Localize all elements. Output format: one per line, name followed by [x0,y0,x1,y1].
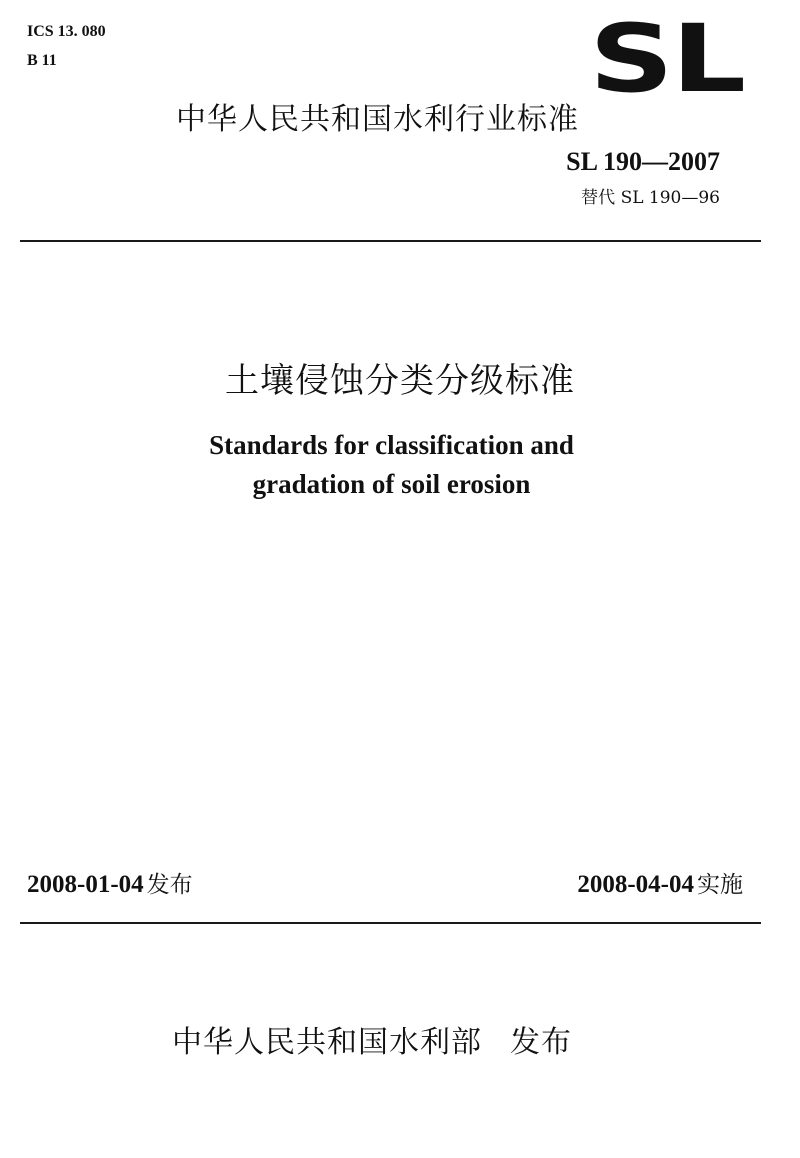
implement-label: 实施 [697,872,743,898]
ccs-code: B 11 [27,52,57,69]
industry-standard-heading: 中华人民共和国水利行业标准 [176,102,579,137]
title-chinese: 土壤侵蚀分类分级标准 [225,361,575,401]
bottom-divider [20,922,761,924]
issue-date-block [27,868,193,901]
issue-label: 发布 [146,872,193,898]
implement-date-block [577,868,743,901]
sl-logo: SL [589,5,744,114]
title-english-line1: Standards for classification and [209,430,574,460]
ics-code: ICS 13. 080 [27,23,106,40]
standard-number: SL 190—2007 [566,147,720,176]
issue-date: 2008-01-04 [27,871,144,898]
publisher-block [172,1022,572,1064]
publish-label: 发布 [510,1025,572,1060]
top-divider [20,240,761,242]
title-english-line2: gradation of soil erosion [252,469,531,499]
publisher-name: 中华人民共和国水利部 [172,1025,482,1060]
replaces-standard: 替代 SL 190—96 [581,188,720,208]
implement-date: 2008-04-04 [577,871,694,898]
